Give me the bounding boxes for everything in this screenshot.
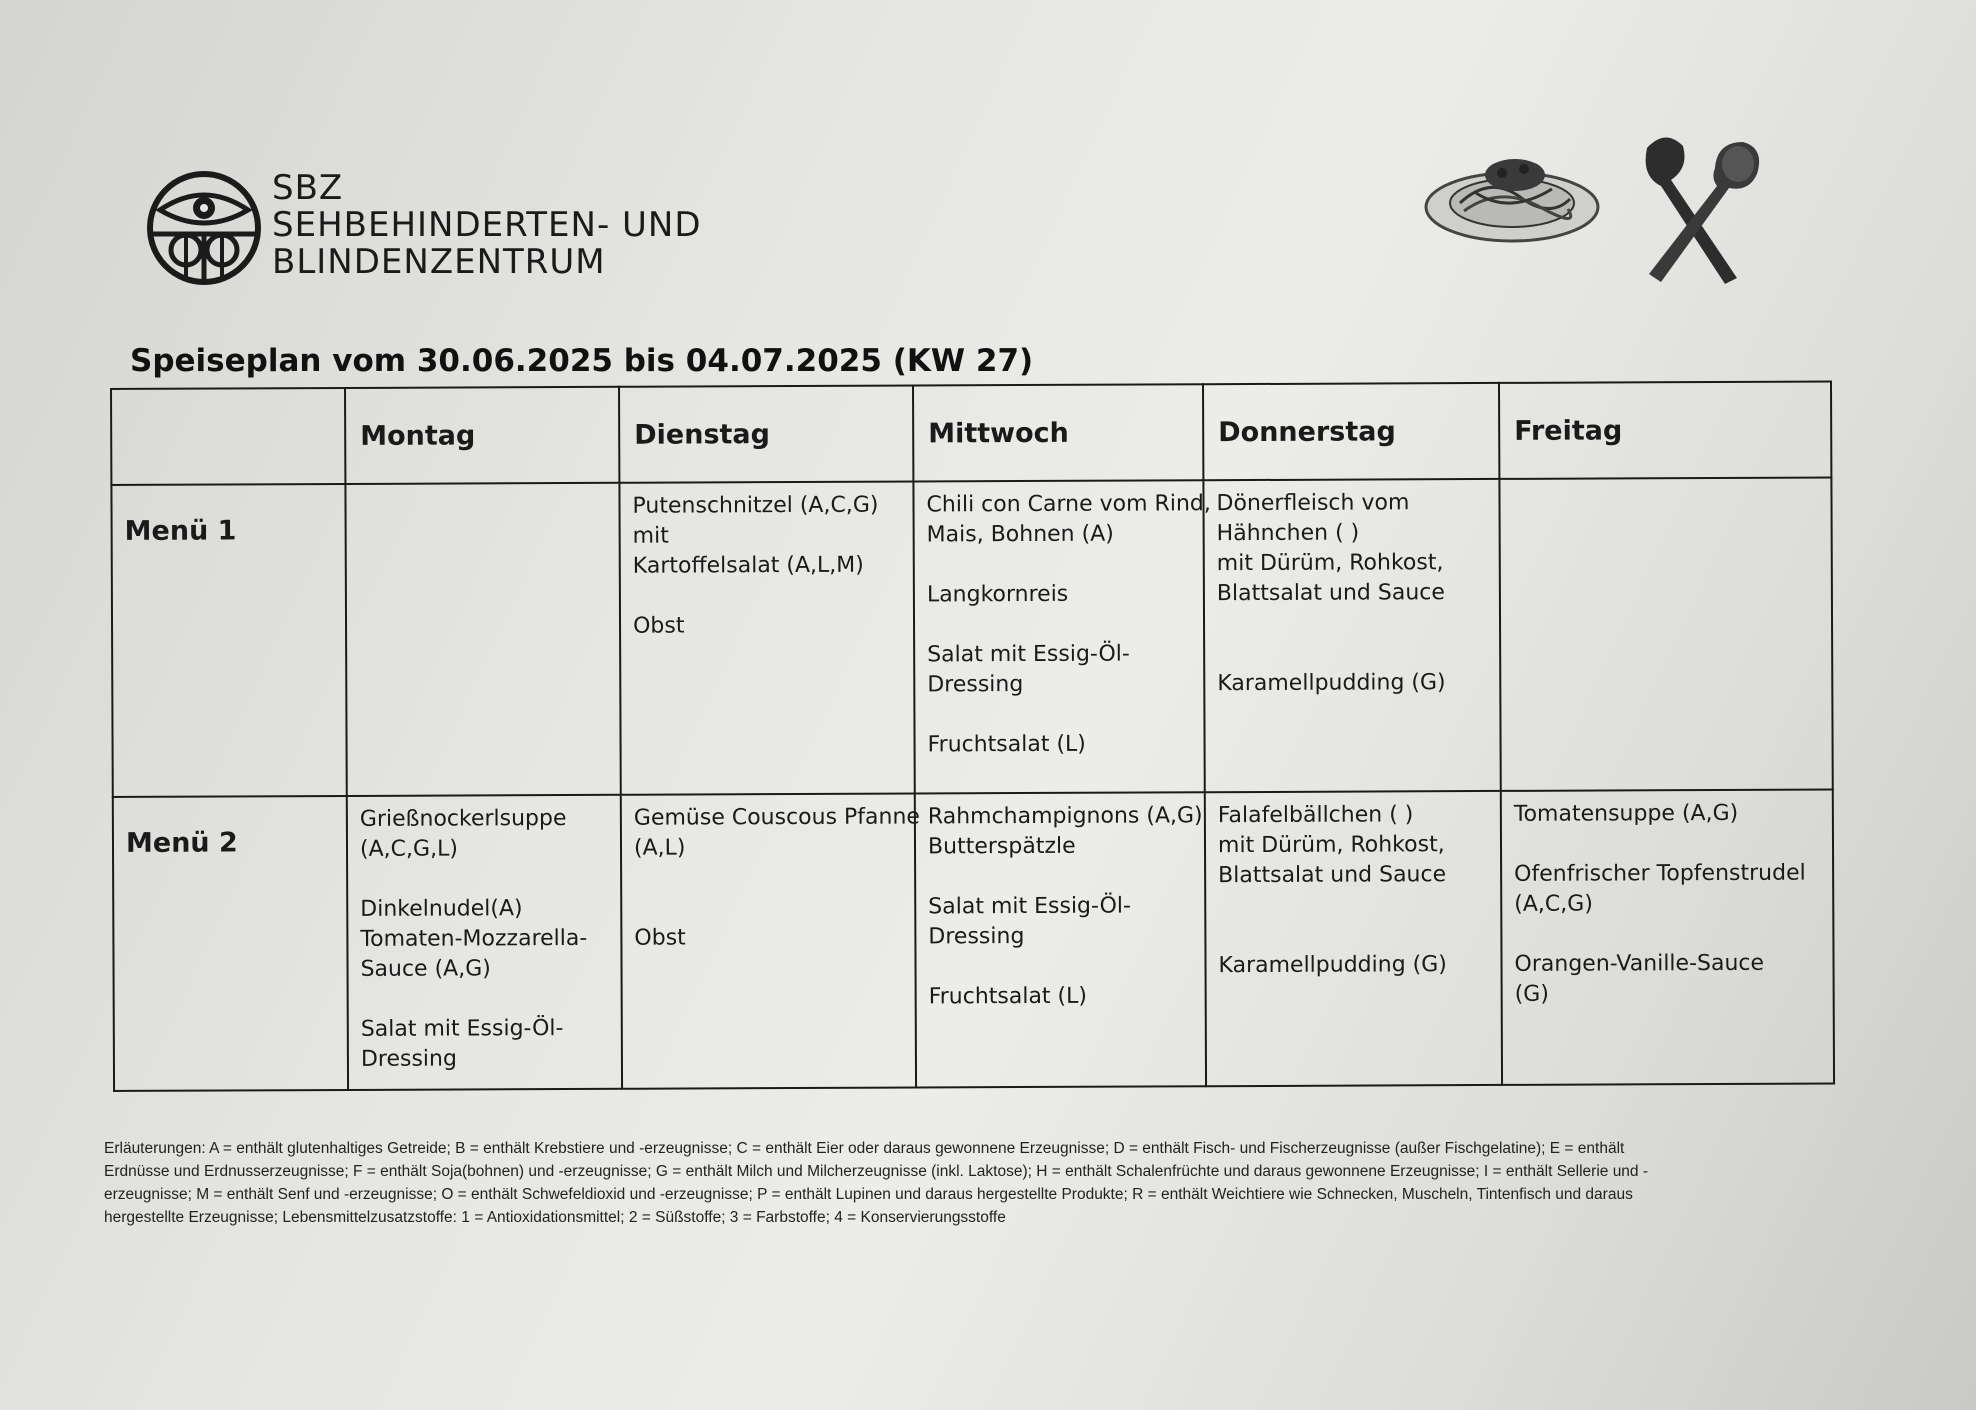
dish-line: (A,C,G) xyxy=(1514,891,1593,917)
menu-cell xyxy=(1499,477,1832,790)
menu-row xyxy=(111,477,1832,797)
cell-spacer xyxy=(633,581,903,612)
menu-cell xyxy=(1501,789,1834,1084)
dish-line: Butterspätzle xyxy=(927,833,1076,860)
dish-line: Salat mit Essig-Öl- xyxy=(927,641,1130,668)
dish-line: Langkornreis xyxy=(926,581,1069,608)
cell-spacer xyxy=(1218,890,1490,921)
org-line-1: SBZ xyxy=(272,168,344,208)
dish-line: mit Dürüm, Rohkost, xyxy=(1216,550,1444,577)
dish-line: Orangen-Vanille-Sauce xyxy=(1514,950,1765,977)
menu-cell xyxy=(347,795,622,1090)
menu-label: Menü 1 xyxy=(111,484,346,797)
header-day: Mittwoch xyxy=(913,384,1203,481)
page-title: Speiseplan vom 30.06.2025 bis 04.07.2025 (KW 27) xyxy=(130,343,1034,379)
header-corner xyxy=(111,388,345,485)
dish-line: Tomaten-Mozzarella- xyxy=(360,925,588,952)
dish-line: Mais, Bohnen (A) xyxy=(926,521,1114,548)
organization-name xyxy=(272,170,702,281)
header-day: Freitag xyxy=(1499,381,1831,478)
spaghetti-plate-icon xyxy=(1420,145,1605,250)
menu-row xyxy=(113,789,1834,1091)
org-line-2: SEHBEHINDERTEN- UND xyxy=(272,205,702,245)
dish-line: Dressing xyxy=(360,1046,457,1072)
dish-line: Dressing xyxy=(927,672,1024,698)
dish-line: Obst xyxy=(634,925,686,951)
cell-spacer xyxy=(634,893,904,924)
cell-spacer xyxy=(1218,920,1490,951)
cell-spacer xyxy=(927,609,1193,640)
dish-line: mit xyxy=(632,523,669,549)
dish-line: Salat mit Essig-Öl- xyxy=(928,893,1131,920)
cell-spacer xyxy=(360,864,610,895)
dish-line: (G) xyxy=(1514,981,1549,1007)
dish-line: Kartoffelsalat (A,L,M) xyxy=(632,552,864,579)
org-line-3: BLINDENZENTRUM xyxy=(272,242,606,282)
cell-spacer xyxy=(361,984,611,1015)
menu-cell xyxy=(1203,479,1500,792)
menu-table xyxy=(110,380,1833,1087)
menu-cell xyxy=(915,792,1206,1087)
dish-line: Sauce (A,G) xyxy=(360,956,491,982)
dish-line: Karamellpudding (G) xyxy=(1218,952,1447,979)
dish-line: Blattsalat und Sauce xyxy=(1218,862,1447,889)
cell-spacer xyxy=(1514,829,1822,860)
dish-line: Falafelbällchen ( ) xyxy=(1217,802,1414,829)
dish-line: (A,C,G,L) xyxy=(359,836,458,862)
dish-line: Ofenfrischer Topfenstrudel xyxy=(1514,860,1806,887)
dish-line: Hähnchen ( ) xyxy=(1216,520,1360,547)
dish-line: Dinkelnudel(A) xyxy=(360,896,523,922)
menu-cell xyxy=(1205,791,1502,1086)
allergen-legend xyxy=(104,1137,1824,1229)
table-header-row xyxy=(111,381,1831,485)
dish-line: Rahmchampignons (A,G) xyxy=(927,803,1203,830)
dish-line: (A,L) xyxy=(633,835,686,861)
cell-spacer xyxy=(1514,919,1822,950)
header-day: Donnerstag xyxy=(1203,383,1499,480)
sbz-eye-logo-icon xyxy=(146,170,262,286)
dish-line: Dönerfleisch vom xyxy=(1216,490,1410,517)
header-day: Dienstag xyxy=(619,385,913,482)
cell-spacer xyxy=(927,549,1193,580)
dish-line: Blattsalat und Sauce xyxy=(1216,580,1445,607)
cell-spacer xyxy=(634,863,904,894)
dish-line: Karamellpudding (G) xyxy=(1217,670,1446,697)
legend-line: Erdnüsse und Erdnusserzeugnisse; F = enthält Soja(bohnen) und -erzeugnisse; G = enthält Milch und Milcherzeugnisse (inkl. Laktose); H = enthält Schalenfrüchte und daraus gewonnene Erzeugnisse; I = enthält Sellerie und - xyxy=(104,1163,1649,1180)
crossed-spoons-icon xyxy=(1625,128,1765,288)
dish-line: Salat mit Essig-Öl- xyxy=(360,1016,564,1042)
dish-line: Obst xyxy=(632,613,685,639)
menu-cell xyxy=(619,481,914,794)
dish-line: Putenschnitzel (A,C,G) xyxy=(632,492,879,519)
cell-spacer xyxy=(928,951,1194,982)
dish-line: mit Dürüm, Rohkost, xyxy=(1217,832,1445,859)
dish-line: Fruchtsalat (L) xyxy=(927,731,1086,758)
dish-line: Dressing xyxy=(928,924,1025,950)
cell-spacer xyxy=(928,861,1194,892)
dish-line: Gemüse Couscous Pfanne xyxy=(633,804,920,831)
cell-spacer xyxy=(927,699,1193,730)
legend-line: erzeugnisse; M = enthält Senf und -erzeugnisse; O = enthält Schwefeldioxid und -erzeugnisse; P = enthält Lupinen und daraus hergestellte Produkte; R = enthält Weichtiere wie Schnecken, Muscheln, Tintenfisch und daraus xyxy=(104,1186,1633,1203)
menu-cell xyxy=(345,483,620,796)
dish-line: Fruchtsalat (L) xyxy=(928,983,1088,1010)
cell-spacer xyxy=(1217,608,1489,639)
legend-line: Erläuterungen: A = enthält glutenhaltiges Getreide; B = enthält Krebstiere und -erzeugnisse; C = enthält Eier oder daraus gewonnene Erzeugnisse; D = enthält Fisch- und Fischerzeugnisse (außer Fischgelatine); E = enthält xyxy=(104,1140,1625,1157)
cell-spacer xyxy=(1217,638,1489,669)
menu-cell xyxy=(621,793,920,1088)
menu-cell xyxy=(913,480,1211,793)
dish-line: Grießnockerlsuppe xyxy=(359,806,567,832)
dish-line: Chili con Carne vom Rind, xyxy=(926,491,1211,518)
legend-line: hergestellte Erzeugnisse; Lebensmittelzusatzstoffe: 1 = Antioxidationsmittel; 2 = Süßstoffe; 3 = Farbstoffe; 4 = Konservierungsstoffe xyxy=(104,1209,1006,1226)
header-day: Montag xyxy=(345,387,619,484)
dish-line: Tomatensuppe (A,G) xyxy=(1513,800,1739,827)
menu-label: Menü 2 xyxy=(113,796,348,1091)
